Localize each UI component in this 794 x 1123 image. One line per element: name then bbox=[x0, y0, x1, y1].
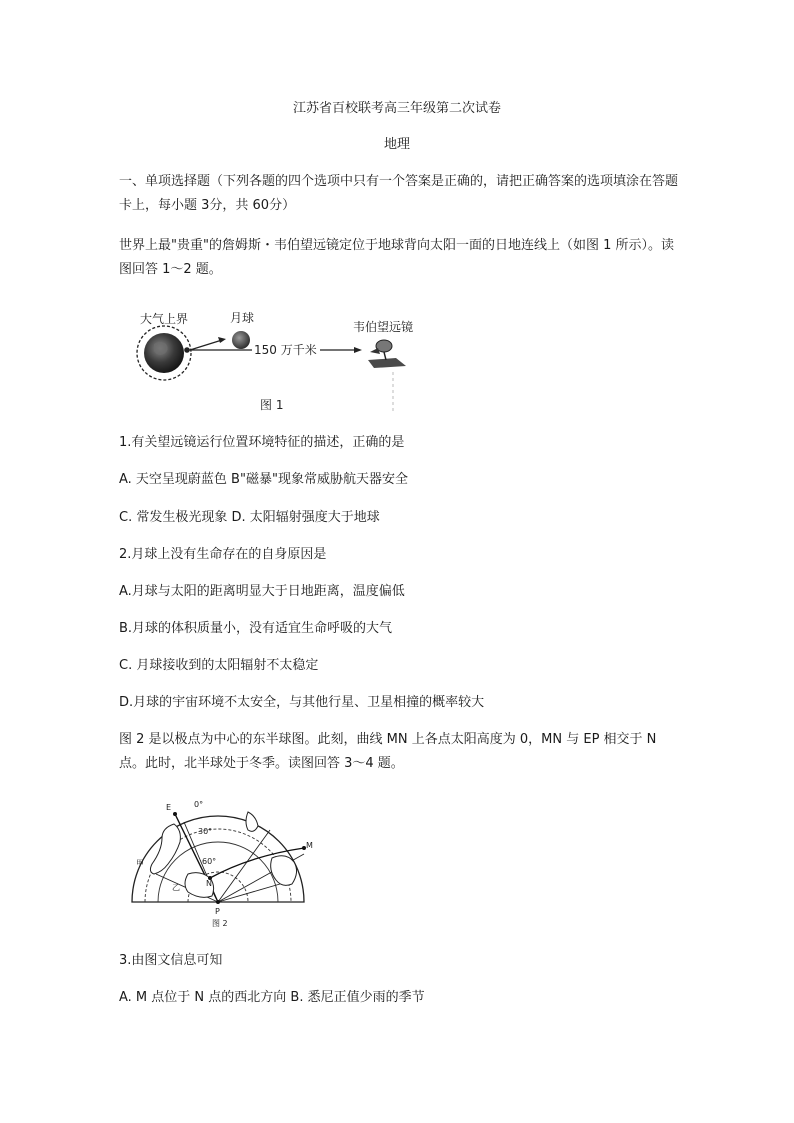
distance-label: 150 万千米 bbox=[254, 343, 317, 357]
label-p: P bbox=[215, 907, 220, 916]
q3-options-ab: A. M 点位于 N 点的西北方向 B. 悉尼正值少雨的季节 bbox=[119, 990, 425, 1005]
exam-title: 江苏省百校联考高三年级第二次试卷 bbox=[292, 101, 501, 116]
label-yi: 乙 bbox=[172, 883, 180, 892]
atmosphere-label: 大气上界 bbox=[140, 312, 189, 326]
label-lat-0: 0° bbox=[194, 800, 204, 809]
moon-label: 月球 bbox=[230, 311, 255, 325]
q2-stem: 2.月球上没有生命存在的自身原因是 bbox=[119, 547, 327, 562]
label-m: M bbox=[306, 841, 313, 850]
section-heading: 一、单项选择题（下列各题的四个选项中只有一个答案是正确的，请把正确答案的选项填涂在答题卡上，每小题 3分，共 60分） bbox=[119, 174, 679, 213]
q1-options-ab: A. 天空呈现蔚蓝色 B"磁暴"现象常威胁航天器安全 bbox=[119, 472, 408, 487]
figure-2 bbox=[130, 796, 320, 932]
q1-options-cd: C. 常发生极光现象 D. 太阳辐射强度大于地球 bbox=[119, 510, 380, 525]
q3-stem: 3.由图文信息可知 bbox=[119, 953, 223, 968]
moon-icon bbox=[232, 331, 250, 349]
telescope-icon bbox=[368, 340, 406, 368]
label-n: N bbox=[206, 879, 212, 888]
continent-shape bbox=[150, 824, 180, 874]
q2-option-b: B.月球的体积质量小，没有适宜生命呼吸的大气 bbox=[119, 621, 393, 636]
label-e: E bbox=[166, 803, 172, 812]
q2-option-c: C. 月球接收到的太阳辐射不太稳定 bbox=[119, 658, 319, 673]
label-jia: 甲 bbox=[136, 859, 144, 868]
telescope-label: 韦伯望远镜 bbox=[353, 320, 414, 334]
intro-paragraph-1: 世界上最"贵重"的詹姆斯・韦伯望远镜定位于地球背向太阳一面的日地连线上（如图 1 所示）。读图回答 1～2 题。 bbox=[119, 238, 674, 277]
label-lat-60: 60° bbox=[202, 857, 217, 866]
q2-option-d: D.月球的宇宙环境不太安全，与其他行星、卫星相撞的概率较大 bbox=[119, 695, 485, 710]
intro-paragraph-2: 图 2 是以极点为中心的东半球图。此刻，曲线 MN 上各点太阳高度为 0，MN 与 EP 相交于 N 点。此时，北半球处于冬季。读图回答 3～4 题。 bbox=[119, 732, 657, 771]
q1-stem: 1.有关望远镜运行位置环境特征的描述，正确的是 bbox=[119, 435, 405, 450]
figure-1 bbox=[130, 302, 420, 414]
figure-1-caption: 图 1 bbox=[260, 398, 284, 412]
q2-option-a: A.月球与太阳的距离明显大于日地距离，温度偏低 bbox=[119, 584, 405, 599]
label-lat-30: 30° bbox=[198, 827, 213, 836]
subject-title: 地理 bbox=[383, 137, 410, 152]
figure-2-caption: 图 2 bbox=[212, 919, 228, 928]
